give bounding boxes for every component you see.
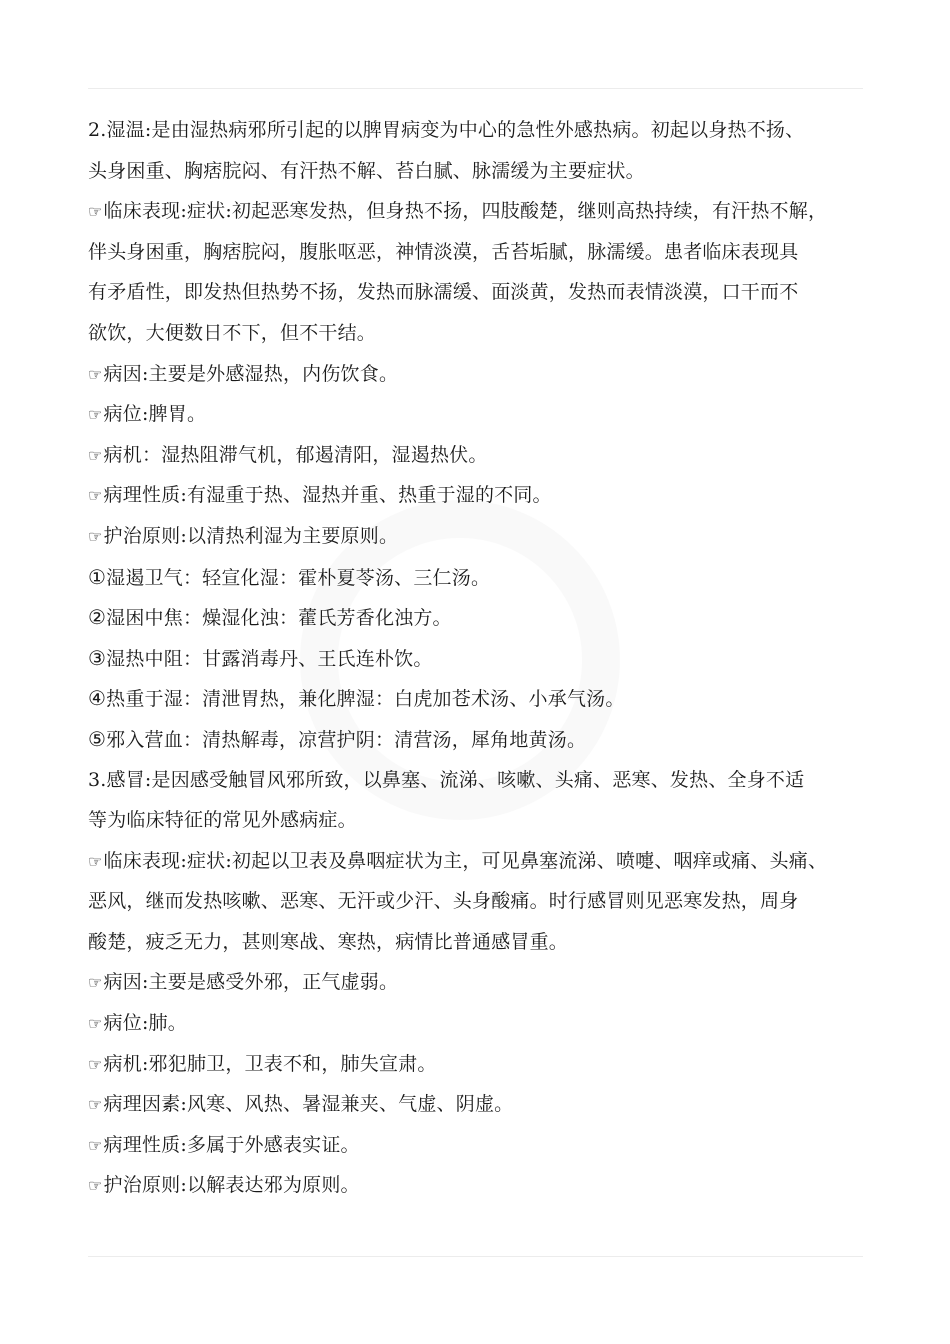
circled-number: ① [88,564,107,589]
pointing-hand-icon: ☞ [88,445,103,465]
paragraph-line: 恶风，继而发热咳嗽、恶寒、无汗或少汗、头身酸痛。时行感冒则见恶寒发热，周身 [88,890,799,913]
paragraph-line: 3.感冒:是因感受触冒风邪所致，以鼻塞、流涕、咳嗽、头痛、恶寒、发热、全身不适 [88,768,805,791]
footer-rule [88,1256,863,1257]
paragraph-line: 伴头身困重，胸痞脘闷，腹胀呕恶，神情淡漠，舌苔垢腻，脉濡缓。患者临床表现具 [88,240,799,263]
pointing-hand-icon: ☞ [88,973,103,993]
list-item: ☞临床表现:症状:初起以卫表及鼻咽症状为主，可见鼻塞流涕、喷嚏、咽痒或痛、头痛、 [88,841,888,882]
pointing-hand-icon: ☞ [88,1095,103,1115]
paragraph-line: 等为临床特征的常见外感病症。 [88,809,357,832]
list-item: ☞病位:肺。 [88,1003,888,1044]
paragraph-line: 酸楚，疲乏无力，甚则寒战、寒热，病情比普通感冒重。 [88,930,569,953]
list-item: ☞病位:脾胃。 [88,394,888,435]
pointing-hand-icon: ☞ [88,1135,103,1155]
circled-number: ⑤ [88,726,107,751]
pointing-hand-icon: ☞ [88,405,103,425]
list-item: ☞病机:邪犯肺卫，卫表不和，肺失宣肃。 [88,1044,888,1085]
numbered-item: ③湿热中阻：甘露消毒丹、王氏连朴饮。 [88,638,888,679]
list-item: ☞病机：湿热阻滞气机，郁遏清阳，湿遏热伏。 [88,435,888,476]
pointing-hand-icon: ☞ [88,1054,103,1074]
list-item: ☞病理性质:有湿重于热、湿热并重、热重于湿的不同。 [88,475,888,516]
numbered-item: ②湿困中焦：燥湿化浊：藿氏芳香化浊方。 [88,597,888,638]
header-rule [88,88,863,89]
paragraph-line: 2.湿温:是由湿热病邪所引起的以脾胃病变为中心的急性外感热病。初起以身热不扬、 [88,119,805,141]
list-item: ☞护治原则:以清热利湿为主要原则。 [88,516,888,557]
numbered-item: ①湿遏卫气：轻宣化湿：霍朴夏苓汤、三仁汤。 [88,557,888,598]
pointing-hand-icon: ☞ [88,1014,103,1034]
paragraph-line: 欲饮，大便数日不下，但不干结。 [88,321,377,344]
circled-number: ③ [88,645,107,670]
pointing-hand-icon: ☞ [88,526,103,546]
numbered-item: ④热重于湿：清泄胃热，兼化脾湿：白虎加苍术汤、小承气汤。 [88,678,888,719]
list-item: ☞病理因素:风寒、风热、暑湿兼夹、气虚、阴虚。 [88,1084,888,1125]
list-item: ☞病因:主要是感受外邪，正气虚弱。 [88,962,888,1003]
list-item: ☞病因:主要是外感湿热，内伤饮食。 [88,354,888,395]
circled-number: ② [88,605,107,630]
list-item: ☞临床表现:症状:初起恶寒发热，但身热不扬，四肢酸楚，继则高热持续，有汗热不解， [88,191,888,232]
circled-number: ④ [88,686,107,711]
document-body [88,110,888,1206]
pointing-hand-icon: ☞ [88,486,103,506]
numbered-item: ⑤邪入营血：清热解毒，凉营护阴：清营汤，犀角地黄汤。 [88,719,888,760]
pointing-hand-icon: ☞ [88,364,103,384]
paragraph-line: 头身困重、胸痞脘闷、有汗热不解、苔白腻、脉濡缓为主要症状。 [88,159,645,182]
pointing-hand-icon: ☞ [88,851,103,871]
pointing-hand-icon: ☞ [88,1176,103,1196]
list-item: ☞护治原则:以解表达邪为原则。 [88,1165,888,1206]
pointing-hand-icon: ☞ [88,202,103,222]
list-item: ☞病理性质:多属于外感表实证。 [88,1125,888,1166]
paragraph-line: 有矛盾性，即发热但热势不扬，发热而脉濡缓、面淡黄，发热而表情淡漠，口干而不 [88,281,799,304]
